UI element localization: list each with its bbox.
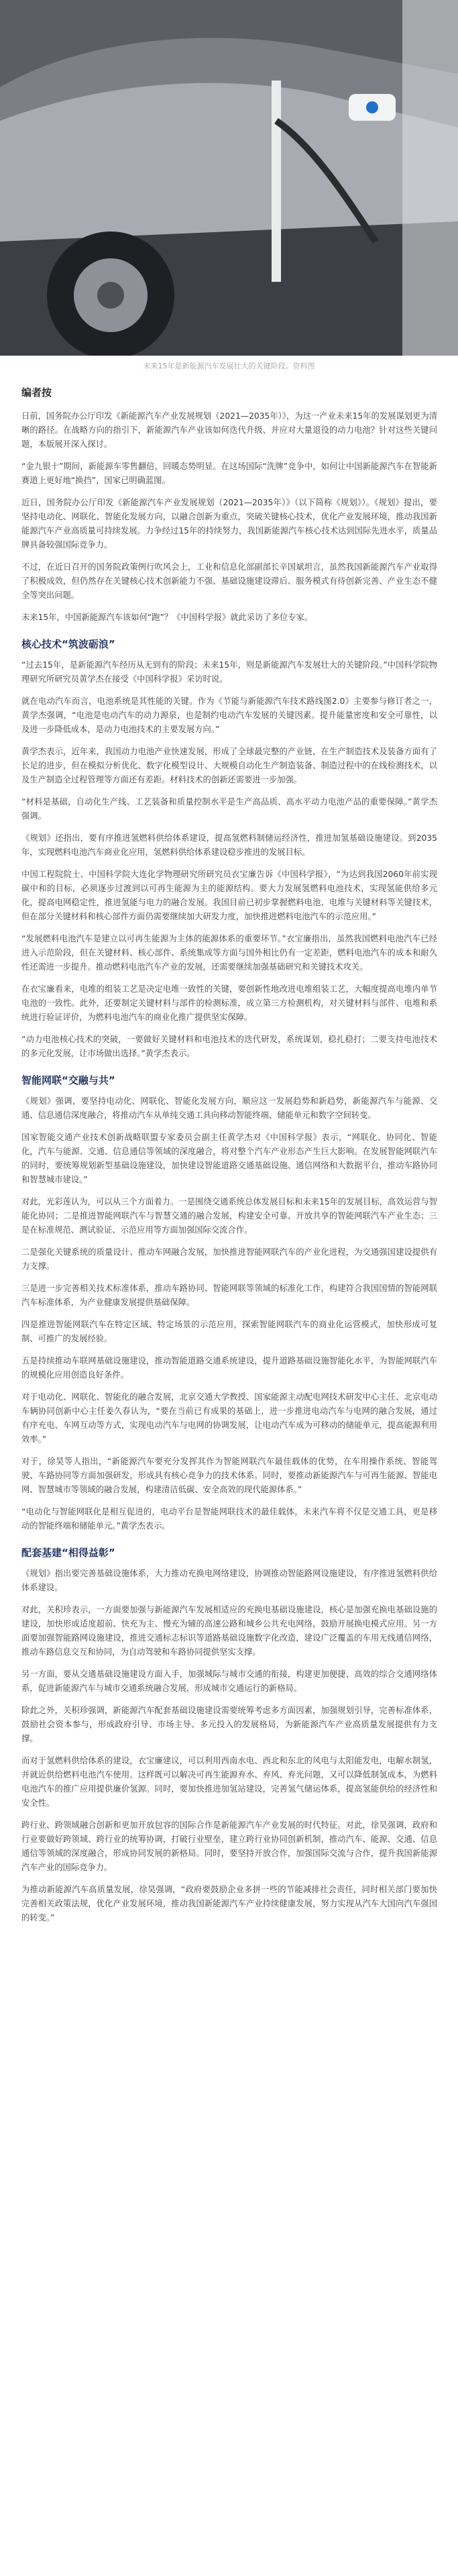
- paragraph: 五是持续推动车联网基础设施建设，推动智能道路交通系统建设，提升道路基础设施智能化水平，为智能网联汽车的规模化应用创造良好条件。: [21, 1356, 437, 1380]
- paragraph: 黄学杰表示，近年来，我国动力电池产业快速发展，形成了全球最完整的产业链，在生产制造技术及装备方面有了长足的进步，但在模拟分析优化、数字化模型设计、大规模自动化生产制造装备、制造过程中的在线检测技术，以及生产制造全过程管理等方面还有差距。材料技术的创新还需要进一步加强。: [21, 747, 437, 784]
- paragraph: 四是推进智能网联汽车在特定区域、特定场景的示范应用，探索智能网联汽车的商业化运营模式，加快形成可复制、可推广的发展经验。: [21, 1320, 437, 1343]
- paragraph: 跨行业、跨领域融合创新和更加开放包容的国际合作是新能源汽车产业发展的时代特征。对此，徐昊强调，政府和行业要做好跨领域、跨行业的统筹协调，打破行业壁垒，建立跨行业协同创新机制，推动汽车、能源、交通、信息通信等领域的深度融合，形成协同发展的新格局。同时，要坚持开放合作，加强国际交流与合作，提升我国新能源汽车产业的国际竞争力。: [21, 1820, 437, 1872]
- article-body: [21, 385, 437, 1933]
- section-heading: 配套基建“相得益彰”: [21, 1547, 115, 1559]
- paragraph: 日前，国务院办公厅印发《新能源汽车产业发展规划（2021—2035年）》，为这一产业未来15年的发展谋划更为清晰的路径。在战略方向的指引下，新能源汽车产业该如何迭代升级、并应对大量退役的动力电池？针对这些关键问题，本版展开深入探讨。: [21, 411, 437, 449]
- section-heading: 智能网联“交融与共”: [21, 1074, 115, 1086]
- paragraph: 对于，徐昊等人指出，“新能源汽车要充分发挥其作为智能网联汽车最佳载体的优势，在车用操作系统、智能驾驶、车路协同等方面加强研发，形成具有核心竞争力的技术体系。同时，要推动新能源汽车与可再生能源、智能电网、智慧城市等领域的融合发展，构建清洁低碳、安全高效的现代能源体系。”: [21, 1457, 437, 1494]
- paragraph: “金九银十”期间，新能源车零售翻倍，回暖态势明显。在这场国际“洗牌”竞争中，如何让中国新能源汽车在智能新赛道上更好地“换挡”，国家已明确蓝图。: [21, 462, 437, 485]
- paragraph: 未来15年，中国新能源汽车该如何“跑”？《中国科学报》就此采访了多位专家。: [21, 613, 313, 622]
- paragraph: 近日，国务院办公厅印发《新能源汽车产业发展规划（2021—2035年）》（以下简称《规划》）。《规划》提出，要坚持电动化、网联化、智能化发展方向，以融合创新为重点，突破关键核心技术，优化产业发展环境，推动我国新能源汽车产业高质量可持续发展。力争经过15年的持续努力，我国新能源汽车核心技术达到国际先进水平，质量品牌具备较强国际竞争力。: [21, 498, 437, 550]
- paragraph: 《规划》指出要完善基础设施体系，大力推动充换电网络建设，协调推动智能路网设施建设，有序推进氢燃料供给体系建设。: [21, 1569, 437, 1592]
- section-heading: 核心技术“筑波砺浪”: [21, 638, 115, 650]
- paragraph: 除此之外，关积珍强调，新能源汽车配套基础设施建设需要统筹考虑多方面因素，加强规划引导，完善标准体系，鼓励社会资本参与，形成政府引导、市场主导、多元投入的发展格局，为新能源汽车产业高质量发展提供有力支撑。: [21, 1706, 437, 1743]
- paragraph: 国家智能交通产业技术创新战略联盟专家委员会副主任黄学杰对《中国科学报》表示，“网联化、协同化、智能化，汽车与能源、交通、信息通信等领域的深度融合，将对整个汽车产业形态产生巨大影响。在发展智能网联汽车的同时，要统筹规划新型基础设施建设，加快建设智能道路交通基础设施、通信网络和大数据平台，推动车路协同和智慧城市建设。”: [21, 1133, 437, 1184]
- paragraph: “电动化与智能网联化是相互促进的，电动平台是智能网联技术的最佳载体，未来汽车将不仅是交通工具，更是移动的智能终端和储能单元。”黄学杰表示。: [21, 1507, 437, 1531]
- paragraph: 而对于氢燃料供给体系的建设，衣宝廉建议，可以利用西南水电、西北和东北的风电与太阳能发电，电解水制氢，并就近供给燃料电池汽车使用。这样既可以解决可再生能源弃水、弃风、弃光问题，又可以降低制氢成本，为燃料电池汽车的推广应用提供廉价氢源。同时，要加快推进加氢站建设，完善氢气储运体系，提高氢能供给的经济性和安全性。: [21, 1756, 437, 1808]
- paragraph: 另一方面，要从交通基础设施建设方面入手，加强城际与城市交通的衔接，构建更加便捷、高效的综合交通网络体系，促进新能源汽车与城市交通系统融合发展，形成城市交通运行的新格局。: [21, 1669, 437, 1693]
- paragraph: 中国工程院院士、中国科学院大连化学物理研究所研究员衣宝廉告诉《中国科学报》，“为达到我国2060年前实现碳中和的目标，必须逐步过渡到以可再生能源为主的能源结构。要大力发展氢燃料电池技术，实现氢能供给多元化，提高电网稳定性，推进氢能与电力的融合发展。我国目前已初步掌握燃料电池、电堆与关键材料等关键技术，但在部分关键材料和核心部件方面仍需要继续加大研发力度，加快推进燃料电池汽车的示范应用。”: [21, 870, 437, 921]
- paragraph: 二是强化关键系统的质量设计、推动车网融合发展，加快推进智能网联汽车的产业化进程，为交通强国建设提供有力支撑。: [21, 1247, 437, 1271]
- editor-note-label: 编者按: [21, 387, 52, 399]
- paragraph: 三是进一步完善相关技术标准体系，推动车路协同、智能网联等领域的标准化工作，构建符合我国国情的智能网联汽车标准体系，为产业健康发展提供基础保障。: [21, 1284, 437, 1307]
- paragraph: 就在电动汽车而言，电池系统是其性能的关键。作为《节能与新能源汽车技术路线图2.0》主要参与修订者之一，黄学杰强调，“电池是电动汽车的动力源泉，也是制约电动汽车发展的关键因素。提升能量密度和安全可靠性，以及进一步降低成本，是动力电池技术的主要发展方向。”: [21, 697, 437, 734]
- paragraph: 对于电动化、网联化、智能化的融合发展，北京交通大学教授、国家能源主动配电网技术研发中心主任、北京电动车辆协同创新中心主任姜久春认为，“要在当前已有成果的基础上，进一步推进电动汽车与电网的融合发展，通过有序充电、车网互动等方式，实现电动汽车与电网的协调发展，让电动汽车成为可移动的储能单元，提高能源利用效率。”: [21, 1392, 437, 1444]
- paragraph: 《规划》还指出，要有序推进氢燃料供给体系建设，提高氢燃料制储运经济性，推进加氢基础设施建设。到2035年，实现燃料电池汽车商业化应用，氢燃料供给体系建设稳步推进的发展目标。: [21, 833, 437, 857]
- paragraph: 对此，关积珍表示，一方面要加强与新能源汽车发展相适应的充换电基础设施建设，核心是加强充换电基础设施的建设，加快形成适度超前、快充为主、慢充为辅的高速公路和城乡公共充电网络，鼓励开展换电模式应用。另一方面要加强智能路网设施建设，推进交通标志标识等道路基础设施数字化改造，建设广泛覆盖的车用无线通信网络，推动车路信息交互和协同，为自动驾驶和车路协同提供坚实支撑。: [21, 1605, 437, 1657]
- ev-charging-photo: [0, 0, 458, 356]
- paragraph: “过去15年，是新能源汽车经历从无到有的阶段；未来15年，则是新能源汽车发展壮大的关键阶段。”中国科学院物理研究所研究员黄学杰在接受《中国科学报》采访时说。: [21, 660, 437, 684]
- image-caption: 未来15年是新能源汽车发展壮大的关键阶段。资料图: [143, 362, 315, 370]
- paragraph: “发展燃料电池汽车是建立以可再生能源为主体的能源体系的重要环节。”衣宝廉指出，虽然我国燃料电池汽车已经进入示范阶段，但在关键材料、核心部件、系统集成等方面与国外相比仍有一定差距，燃料电池汽车的成本和耐久性还需进一步提升。推动燃料电池汽车产业的发展，还需要继续加强基础研究和关键技术攻关。: [21, 934, 437, 972]
- hero-image: [0, 0, 458, 356]
- paragraph: 不过，在近日召开的国务院政策例行吹风会上，工业和信息化部副部长辛国斌坦言，虽然我国新能源汽车产业取得了积极成效，但仍然存在关键核心技术创新能力不强、基础设施建设滞后、服务模式有待创新完善、产业生态不健全等突出问题。: [21, 562, 437, 600]
- paragraph: 对此，光彩莲认为，可以从三个方面着力。一是围绕交通系统总体发展目标和未来15年的发展目标，高效运营与智能化协同；二是推进智能网联汽车与智慧交通的融合发展，构建安全可靠、开放共享的智能网联汽车产业生态；三是在标准规范、测试验证、示范应用等方面加强国际交流合作。: [21, 1197, 437, 1235]
- paragraph: “动力电池核心技术的突破，一要做好关键材料和电池技术的迭代研发，系统谋划，稳扎稳打；二要支持电池技术的多元化发展，让市场做出选择。”黄学杰表示。: [21, 1035, 437, 1058]
- paragraph: 《规划》强调，要坚持电动化、网联化、智能化发展方向，顺应这一发展趋势和新趋势，新能源汽车与能源、交通、信息通信深度融合，将推动汽车从单纯交通工具向移动智能终端、储能单元和数字空间转变。: [21, 1096, 437, 1120]
- paragraph: 为推动新能源汽车高质量发展，徐昊强调，“政府要鼓励企业多拼一些的节能减排社会责任，同时相关部门要加快完善相关政策法规，优化产业发展环境，推动我国新能源汽车产业持续健康发展，努力实现从汽车大国向汽车强国的转变。”: [21, 1885, 437, 1922]
- paragraph: 在衣宝廉看来，电堆的组装工艺是决定电堆一致性的关键，要创新性地改进电堆组装工艺，大幅度提高电堆内单节电池的一致性。此外，还要制定关键材料与部件的检测标准，成立第三方检测机构，对关键材料与部件、电堆和系统进行验证评价，为燃料电池汽车的商业化推广提供坚实保障。: [21, 984, 437, 1022]
- paragraph: “材料是基础，自动化生产线、工艺装备和质量控制水平是生产高品质、高水平动力电池产品的重要保障。”黄学杰强调。: [21, 797, 437, 821]
